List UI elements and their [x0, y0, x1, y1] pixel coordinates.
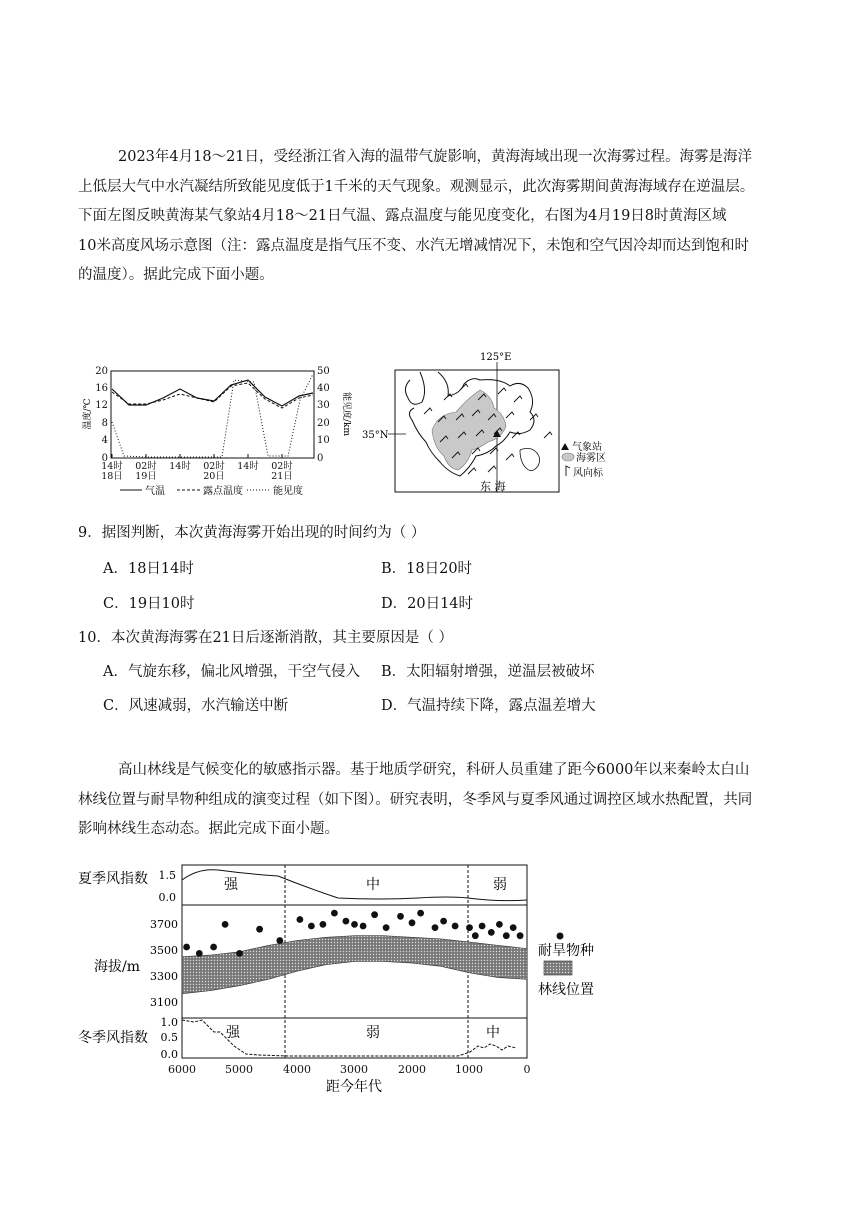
right-tick: 10: [317, 435, 330, 446]
left-axis-label: 温度/℃: [83, 398, 93, 430]
drought-species-point: [297, 916, 304, 923]
drought-species-point: [276, 937, 283, 944]
question-10-option-d[interactable]: D．气温持续下降，露点温差增大: [381, 698, 596, 714]
question-10-option-b[interactable]: B．太阳辐射增强，逆温层被破坏: [381, 664, 595, 680]
drought-species-point: [432, 924, 439, 931]
drought-species-point: [397, 913, 404, 920]
x-tick: 4000: [283, 1063, 311, 1076]
x-tick-time: 14时: [101, 461, 123, 472]
x-tick: 2000: [398, 1063, 426, 1076]
drought-species-point: [383, 924, 390, 931]
passage-1-line: 10米高度风场示意图（注：露点温度是指气压不变、水汽无增减情况下，未饱和空气因冷却而达到饱和时: [78, 237, 749, 254]
drought-species-point: [331, 910, 338, 917]
right-tick: 30: [317, 400, 330, 411]
drought-species-point: [343, 918, 350, 925]
drought-species-point: [308, 923, 315, 930]
drought-species-point: [256, 926, 263, 933]
passage-2-line: 林线位置与耐旱物种组成的演变过程（如下图）。研究表明，冬季风与夏季风通过调控区域水热配置，共同: [78, 791, 753, 808]
question-9-option-c[interactable]: C．19日10时: [103, 596, 195, 612]
right-tick: 50: [317, 366, 330, 377]
sea-label: 东 海: [480, 480, 506, 493]
summer-tick: 1.5: [158, 869, 176, 882]
legend-fog: 海雾区: [576, 453, 606, 464]
treeline-chart: [78, 860, 608, 1100]
drought-species-point: [496, 921, 503, 928]
x-axis-label: 距今年代: [326, 1079, 382, 1095]
winter-tick: 0.0: [160, 1048, 178, 1061]
drought-species-point: [452, 923, 459, 930]
x-tick-time: 02时: [135, 461, 157, 472]
legend-drought-species: 耐旱物种: [538, 943, 594, 959]
drought-species-point: [371, 911, 378, 918]
drought-species-point: [236, 950, 243, 957]
question-10-stem: 10．本次黄海海雾在21日后逐渐消散，其主要原因是（ ）: [78, 630, 454, 646]
weather-chart: [82, 352, 352, 502]
passage-2: [78, 756, 790, 845]
drought-species-point: [360, 923, 367, 930]
drought-species-point: [517, 932, 524, 939]
winter-phase: 强: [226, 1025, 240, 1041]
passage-1-line: 2023年4月18～21日，受经浙江省入海的温带气旋影响，黄海海域出现一次海雾过程。海雾是海洋: [118, 149, 753, 165]
x-tick-day: 21日: [271, 471, 293, 482]
x-tick: 1000: [455, 1063, 483, 1076]
legend-temperature: 气温: [145, 486, 165, 497]
fog-region: [432, 390, 506, 470]
drought-species-point: [409, 919, 416, 926]
x-tick: 5000: [225, 1063, 253, 1076]
altitude-tick: 3300: [150, 970, 178, 983]
winter-phase: 弱: [366, 1025, 380, 1041]
altitude-tick: 3700: [150, 918, 178, 931]
legend-station: 气象站: [572, 442, 602, 453]
summer-phase: 强: [224, 877, 238, 893]
chart-frame: [111, 371, 314, 458]
x-tick-day: 19日: [135, 471, 157, 482]
x-tick-time: 02时: [271, 461, 293, 472]
left-tick: 4: [101, 435, 108, 446]
altitude-tick: 3500: [150, 944, 178, 957]
question-9-option-a[interactable]: A．18日14时: [103, 561, 194, 577]
drought-species-point: [196, 950, 203, 957]
dew-point-line: [112, 383, 313, 408]
drought-species-point: [479, 923, 486, 930]
question-9-option-b[interactable]: B．18日20时: [381, 561, 473, 577]
question-10-option-c[interactable]: C．风速减弱，水汽输送中断: [103, 698, 289, 714]
passage-1: [78, 143, 790, 291]
right-tick: 0: [317, 453, 324, 464]
altitude-tick: 3100: [150, 996, 178, 1009]
passage-1-line: 的温度）。据此完成下面小题。: [78, 267, 274, 283]
x-tick: 0: [523, 1063, 531, 1076]
legend-wind: 风向标: [573, 468, 603, 479]
winter-phase: 中: [486, 1025, 500, 1041]
treeline-band: [182, 936, 527, 994]
legend-visibility: 能见度: [273, 486, 303, 497]
winter-tick: 0.5: [160, 1031, 178, 1044]
drought-species-point: [440, 918, 447, 925]
summer-tick: 0.0: [158, 891, 176, 904]
question-10-option-a[interactable]: A．气旋东移，偏北风增强，干空气侵入: [103, 664, 360, 680]
x-tick-time: 02时: [203, 461, 225, 472]
visibility-line: [112, 374, 313, 457]
question-9-option-d[interactable]: D．20日14时: [381, 596, 474, 612]
left-tick: 20: [95, 366, 108, 377]
summer-phase: 中: [366, 877, 380, 893]
left-tick: 16: [95, 383, 108, 394]
longitude-label: 125°E: [480, 352, 512, 363]
winter-monsoon-label: 冬季风指数: [78, 1030, 148, 1046]
left-tick: 12: [95, 400, 108, 411]
drought-species-point: [510, 924, 517, 931]
drought-species-point: [466, 924, 473, 931]
right-tick: 20: [317, 418, 330, 429]
x-tick-day: 20日: [203, 471, 225, 482]
left-tick: 0: [101, 453, 108, 464]
drought-species-point: [210, 944, 217, 951]
right-tick: 40: [317, 383, 330, 394]
drought-species-point: [472, 932, 479, 939]
right-axis-label: 能见度/km: [341, 391, 351, 437]
passage-2-line: 高山林线是气候变化的敏感指示器。基于地质学研究，科研人员重建了距今6000年以来秦岭太白山: [118, 762, 750, 778]
latitude-label: 35°N: [362, 430, 389, 441]
x-tick: 3000: [340, 1063, 368, 1076]
drought-species-point: [222, 921, 229, 928]
drought-species-point: [183, 944, 190, 951]
drought-species-point: [351, 921, 358, 928]
x-tick-time: 14时: [169, 461, 191, 472]
passage-2-line: 影响林线生态动态。据此完成下面小题。: [78, 821, 339, 837]
altitude-label: 海拔/m: [94, 959, 140, 975]
wind-field-map: [360, 350, 610, 495]
passage-1-line: 上低层大气中水汽凝结所致能见度低于1千米的天气现象。观测显示，此次海雾期间黄海海域存在逆温层。: [78, 178, 755, 195]
summer-phase: 弱: [493, 877, 507, 893]
x-tick-day: 18日: [101, 471, 123, 482]
drought-species-point: [320, 921, 327, 928]
winter-tick: 1.0: [160, 1016, 178, 1029]
legend-treeline: 林线位置: [538, 982, 594, 998]
legend-dew-point: 露点温度: [203, 486, 243, 497]
passage-1-line: 下面左图反映黄海某气象站4月18～21日气温、露点温度与能见度变化，右图为4月19日8时黄海区域: [78, 208, 727, 224]
x-tick-time: 14时: [237, 461, 259, 472]
left-tick: 8: [101, 418, 108, 429]
question-9-stem: 9．据图判断，本次黄海海雾开始出现的时间约为（ ）: [78, 525, 426, 541]
summer-monsoon-label: 夏季风指数: [78, 871, 148, 887]
x-tick: 6000: [168, 1063, 196, 1076]
drought-species-point: [503, 932, 510, 939]
drought-species-point: [417, 910, 424, 917]
drought-species-point: [488, 929, 495, 936]
